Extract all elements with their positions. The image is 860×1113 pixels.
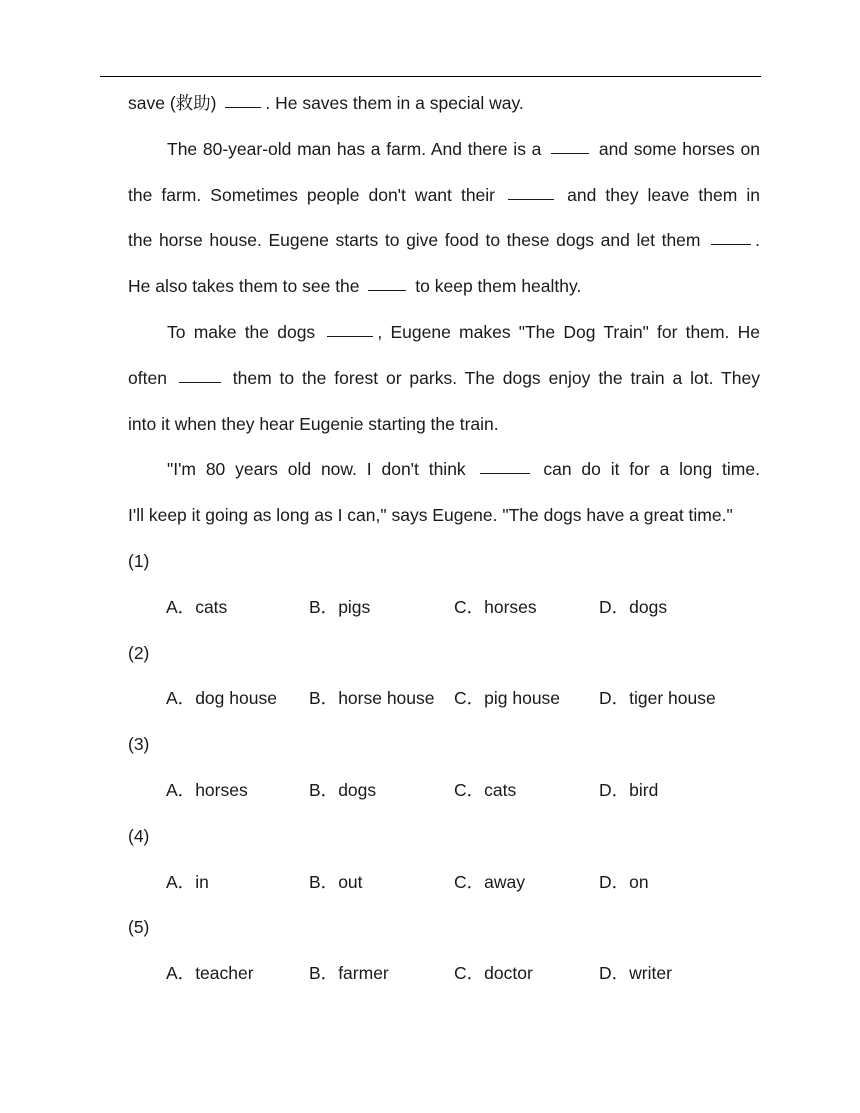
option-letter: C． xyxy=(454,963,485,984)
text: can do it for a long time. xyxy=(543,459,760,480)
option-letter: A． xyxy=(166,596,196,617)
option-b[interactable] xyxy=(309,951,389,997)
option-d[interactable] xyxy=(599,768,658,814)
option-d[interactable] xyxy=(599,676,716,722)
option-letter: B． xyxy=(309,596,339,617)
text: save (救助) xyxy=(128,93,217,113)
header-rule xyxy=(100,76,761,77)
passage xyxy=(128,81,760,997)
passage-line-4 xyxy=(128,218,760,264)
answer-blank xyxy=(480,472,530,474)
option-text: dog house xyxy=(195,688,277,709)
answer-blank xyxy=(711,243,751,245)
passage-line-7 xyxy=(128,356,760,402)
text: to keep them healthy. xyxy=(415,276,582,297)
option-letter: A． xyxy=(166,779,196,800)
option-b[interactable] xyxy=(309,585,370,631)
question-number: (2) xyxy=(128,642,150,663)
answer-blank xyxy=(179,381,221,383)
option-text: pig house xyxy=(484,688,561,709)
text: . xyxy=(755,230,760,251)
option-letter: C． xyxy=(454,779,485,800)
option-text: on xyxy=(629,871,649,892)
option-letter: D． xyxy=(599,688,630,709)
option-a[interactable] xyxy=(166,585,227,631)
passage-line-5 xyxy=(128,264,760,310)
answer-blank xyxy=(225,106,261,108)
text: The 80-year-old man has a farm. And there is a xyxy=(167,138,542,159)
text: I'll keep it going as long as I can," says Eugene. "The dogs have a great time." xyxy=(128,505,733,526)
option-c[interactable] xyxy=(454,951,533,997)
text: the farm. Sometimes people don't want their xyxy=(128,184,495,205)
option-text: pigs xyxy=(338,596,371,617)
option-d[interactable] xyxy=(599,860,649,906)
option-text: horses xyxy=(484,596,537,617)
question-options xyxy=(128,768,760,814)
answer-blank xyxy=(327,335,373,337)
text: . He saves them in a special way. xyxy=(265,93,524,113)
option-a[interactable] xyxy=(166,860,209,906)
option-text: cats xyxy=(484,779,517,800)
text: into it when they hear Eugenie starting the train. xyxy=(128,413,499,434)
text: and they leave them in xyxy=(567,184,760,205)
option-b[interactable] xyxy=(309,676,435,722)
option-c[interactable] xyxy=(454,676,560,722)
text: the horse house. Eugene starts to give food to these dogs and let them xyxy=(128,230,701,251)
text: often xyxy=(128,367,167,388)
option-letter: D． xyxy=(599,779,630,800)
option-text: doctor xyxy=(484,963,533,984)
option-c[interactable] xyxy=(454,585,537,631)
option-letter: A． xyxy=(166,688,196,709)
answer-blank xyxy=(551,152,589,154)
passage-line-8 xyxy=(128,402,760,448)
text: He also takes them to see the xyxy=(128,276,360,297)
option-c[interactable] xyxy=(454,768,516,814)
option-letter: C． xyxy=(454,871,485,892)
passage-line-10 xyxy=(128,493,760,539)
passage-line-6 xyxy=(128,310,760,356)
option-b[interactable] xyxy=(309,860,363,906)
question-options xyxy=(128,676,760,722)
passage-line-3 xyxy=(128,173,760,219)
option-text: horses xyxy=(195,779,248,800)
option-text: bird xyxy=(629,779,659,800)
option-letter: D． xyxy=(599,963,630,984)
passage-line-1 xyxy=(128,81,760,127)
option-text: away xyxy=(484,871,525,892)
question-number: (3) xyxy=(128,734,150,755)
option-a[interactable] xyxy=(166,951,254,997)
question-options xyxy=(128,860,760,906)
question-number: (4) xyxy=(128,825,150,846)
option-d[interactable] xyxy=(599,951,672,997)
question-options xyxy=(128,585,760,631)
text: , Eugene makes "The Dog Train" for them. He xyxy=(377,321,760,342)
option-letter: B． xyxy=(309,779,339,800)
option-text: dogs xyxy=(629,596,668,617)
option-text: in xyxy=(195,871,209,892)
answer-blank xyxy=(508,198,554,200)
option-text: teacher xyxy=(195,963,254,984)
option-letter: C． xyxy=(454,596,485,617)
question-number: (1) xyxy=(128,550,150,571)
option-c[interactable] xyxy=(454,860,525,906)
option-letter: B． xyxy=(309,871,339,892)
passage-line-9 xyxy=(128,447,760,493)
option-letter: A． xyxy=(166,871,196,892)
option-text: horse house xyxy=(338,688,435,709)
option-letter: D． xyxy=(599,871,630,892)
option-text: tiger house xyxy=(629,688,716,709)
option-d[interactable] xyxy=(599,585,667,631)
text: and some horses on xyxy=(598,138,760,159)
text: them to the forest or parks. The dogs enjoy the train a lot. They xyxy=(232,367,760,388)
option-a[interactable] xyxy=(166,676,277,722)
question-number: (5) xyxy=(128,917,150,938)
option-text: writer xyxy=(629,963,672,984)
option-text: cats xyxy=(195,596,228,617)
option-text: farmer xyxy=(338,963,389,984)
answer-blank xyxy=(368,289,406,291)
option-letter: C． xyxy=(454,688,485,709)
option-text: out xyxy=(338,871,363,892)
option-letter: B． xyxy=(309,688,339,709)
option-letter: D． xyxy=(599,596,630,617)
option-b[interactable] xyxy=(309,768,376,814)
question-options xyxy=(128,951,760,997)
option-a[interactable] xyxy=(166,768,248,814)
passage-line-2 xyxy=(128,127,760,173)
option-text: dogs xyxy=(338,779,377,800)
text: To make the dogs xyxy=(167,321,316,342)
option-letter: B． xyxy=(309,963,339,984)
text: "I'm 80 years old now. I don't think xyxy=(167,459,466,480)
option-letter: A． xyxy=(166,963,196,984)
